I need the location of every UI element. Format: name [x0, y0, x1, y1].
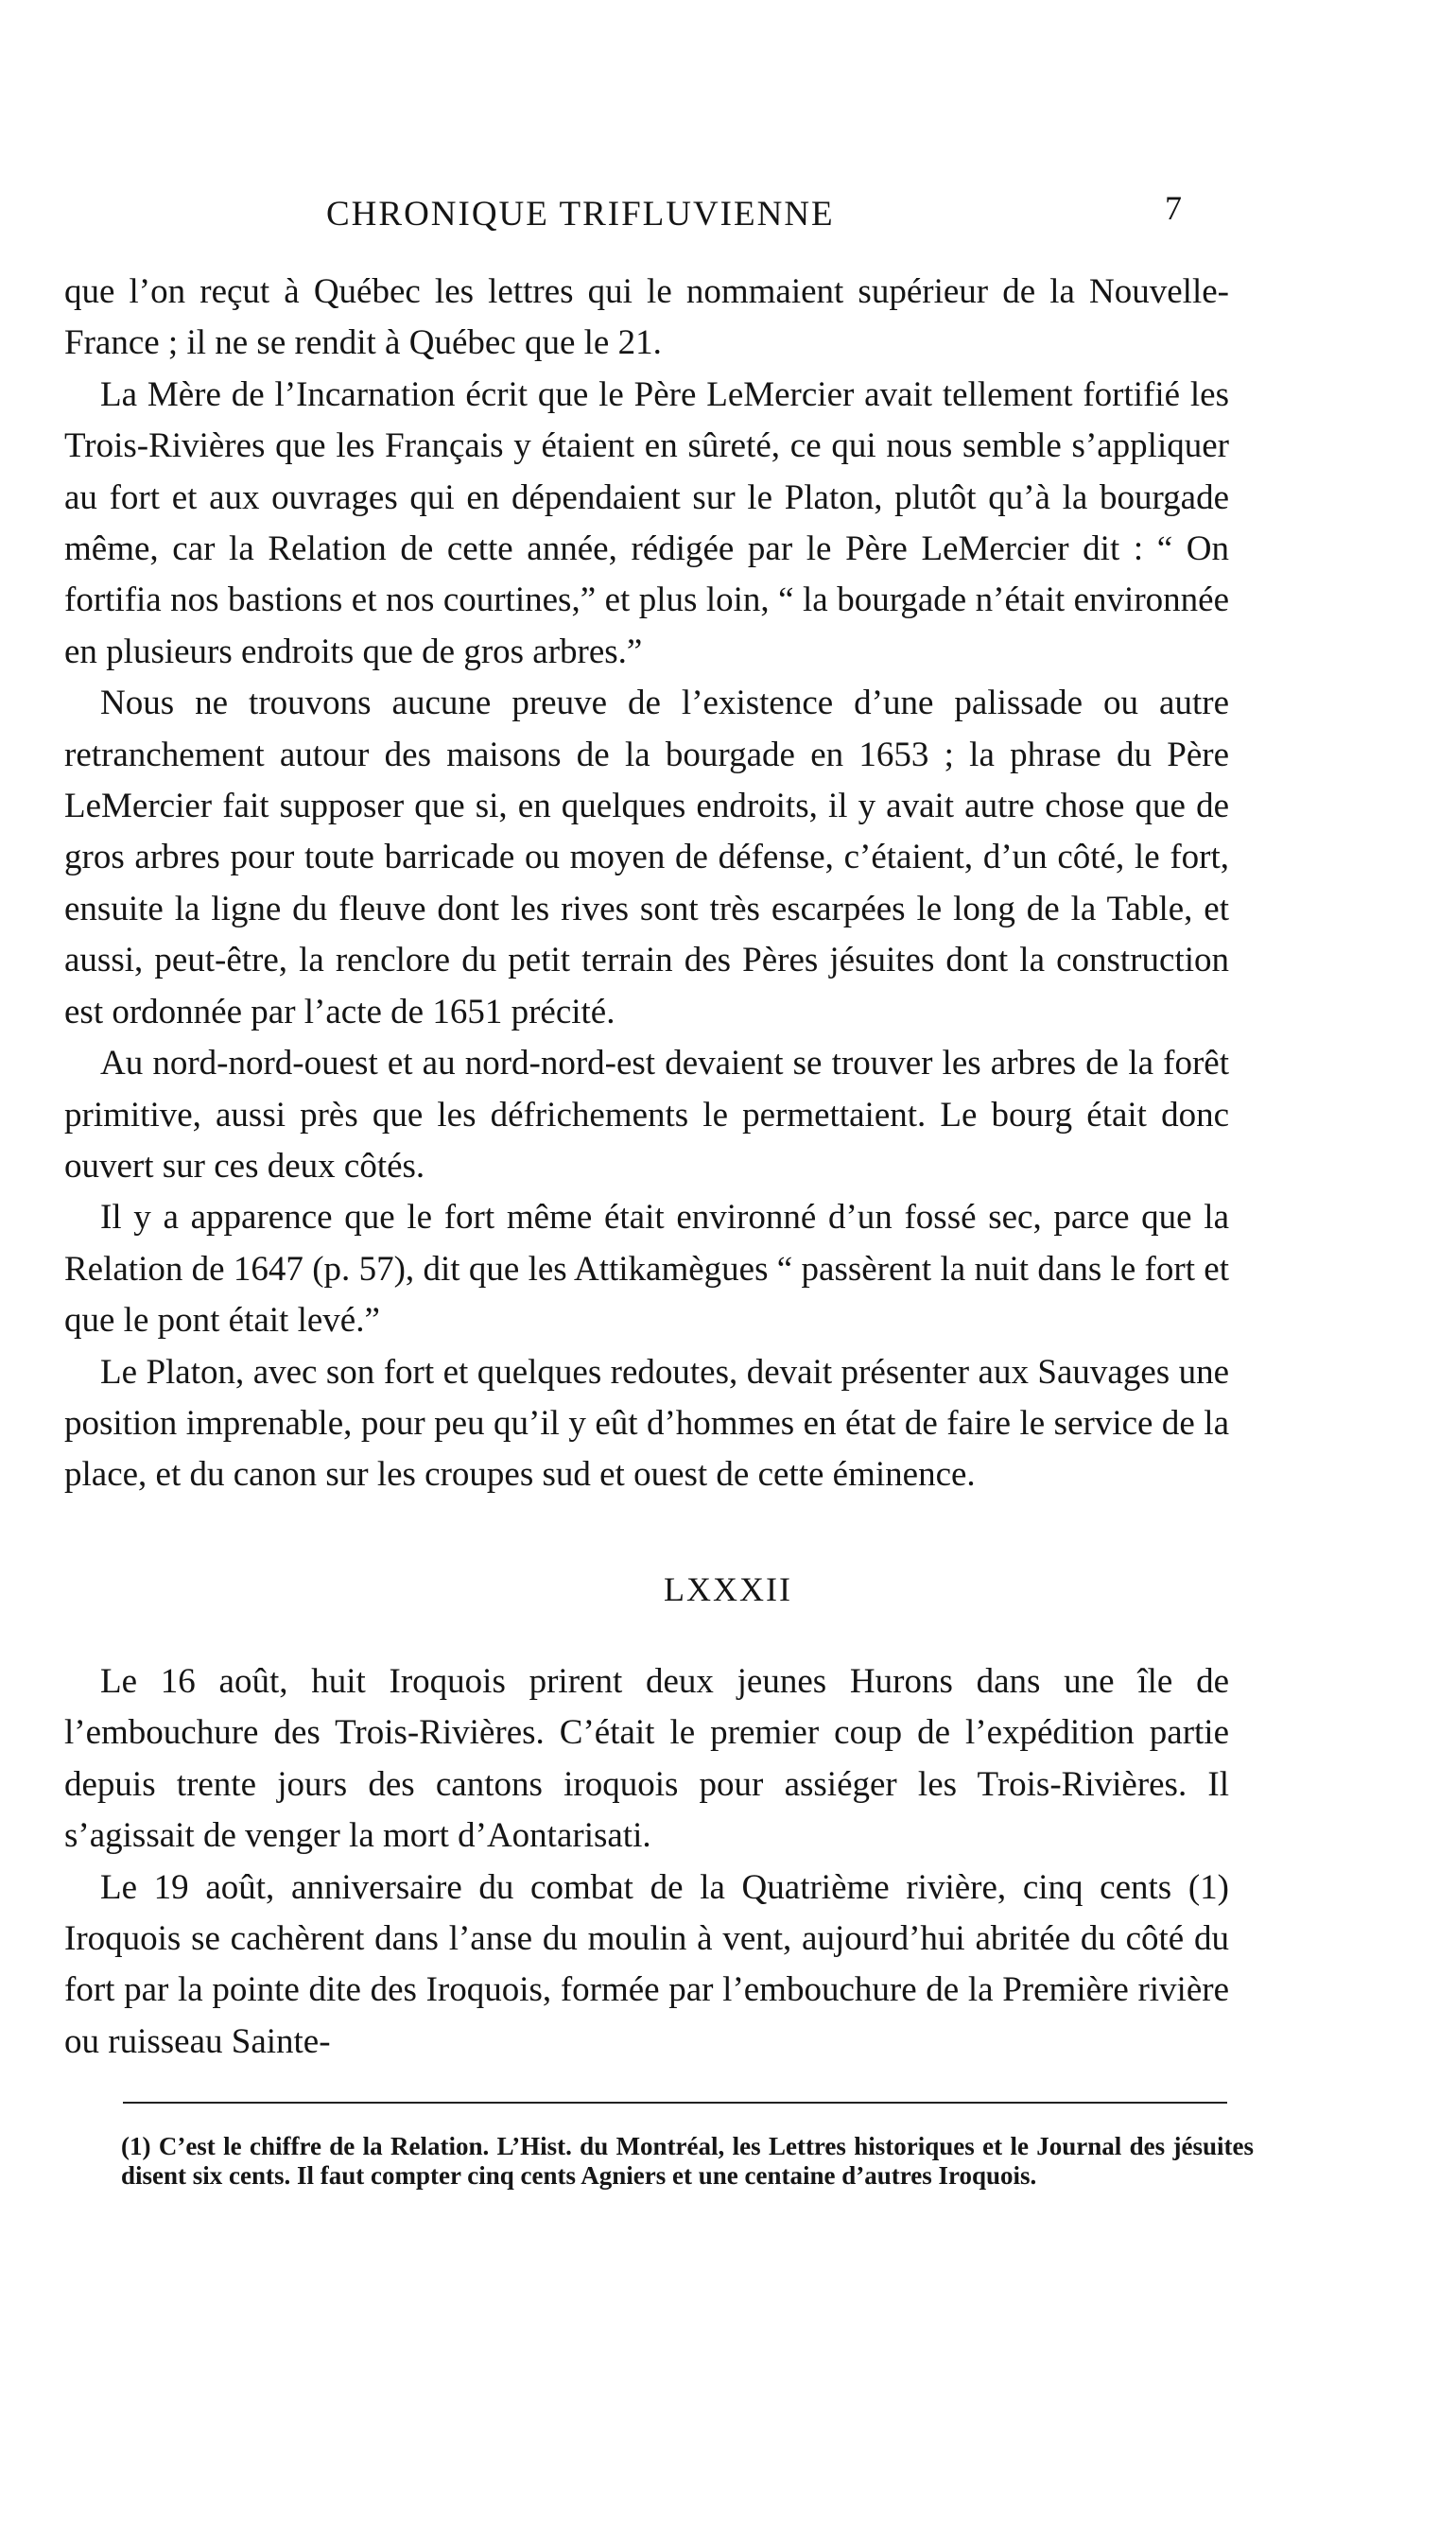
- section-2-body: [64, 1656, 1229, 2068]
- page-header: [0, 189, 1456, 251]
- paragraph: Le 16 août, huit Iroquois prirent deux jeunes Hurons dans une île de l’embouchure des Trois-Rivières. C’était le premier coup de l’expédition partie depuis trente jours des cantons iroquois pour assiéger les Trois-Rivières. Il s’agissait de venger la mort d’Aontarisati.: [64, 1662, 1229, 1856]
- section-heading: LXXXII: [664, 1570, 792, 1608]
- page-number: 7: [1165, 189, 1182, 227]
- paragraph: Nous ne trouvons aucune preuve de l’existence d’une palissade ou autre retranchement autour des maisons de la bourgade en 1653 ; la phrase du Père LeMercier fait supposer que si, en quelques endroits, il y avait autre chose que de gros arbres pour toute barricade ou moyen de défense, c’étaient, d’un côté, le fort, ensuite la ligne du fleuve dont les rives sont très escarpées le long de la Table, et aussi, peut-être, la renclore du petit terrain des Pères jésuites dont la construction est ordonnée par l’acte de 1651 précité.: [64, 684, 1229, 1031]
- footnote-divider: [123, 2102, 1227, 2104]
- paragraph: Il y a apparence que le fort même était environné d’un fossé sec, parce que la Relation de 1647 (p. 57), dit que les Attikamègues “ passèrent la nuit dans le fort et que le pont était levé.”: [64, 1198, 1229, 1341]
- section-1-body: [64, 267, 1229, 1501]
- paragraph: Le 19 août, anniversaire du combat de la Quatrième rivière, cinq cents (1) Iroquois se cachèrent dans l’anse du moulin à vent, aujourd’hui abritée du côté du fort par la pointe dite des Iroquois, formée par l’embouchure de la Première rivière ou ruisseau Sainte-: [64, 1867, 1229, 2061]
- paragraph: Au nord-nord-ouest et au nord-nord-est devaient se trouver les arbres de la forêt primitive, aussi près que les défrichements le permettaient. Le bourg était donc ouvert sur ces deux côtés.: [64, 1044, 1229, 1186]
- paragraph: que l’on reçut à Québec les lettres qui le nommaient supérieur de la Nouvelle-France ; il ne se rendit à Québec que le 21.: [64, 272, 1229, 363]
- running-title: CHRONIQUE TRIFLUVIENNE: [326, 195, 835, 234]
- footnote: (1) C’est le chiffre de la Relation. L’Hist. du Montréal, les Lettres historiques et le Journal des jésuites disent six cents. Il faut compter cinq cents Agniers et une centaine d’autres Iroquois.: [121, 2132, 1254, 2190]
- paragraph: La Mère de l’Incarnation écrit que le Père LeMercier avait tellement fortifié les Trois-Rivières que les Français y étaient en sûreté, ce qui nous semble s’appliquer au fort et aux ouvrages qui en dépendaient sur le Platon, plutôt qu’à la bourgade même, car la Relation de cette année, rédigée par le Père LeMercier dit : “ On fortifia nos bastions et nos courtines,” et plus loin, “ la bourgade n’était environnée en plusieurs endroits que de gros arbres.”: [64, 374, 1229, 671]
- paragraph: Le Platon, avec son fort et quelques redoutes, devait présenter aux Sauvages une position imprenable, pour peu qu’il y eût d’hommes en état de faire le service de la place, et du canon sur les croupes sud et ouest de cette éminence.: [64, 1352, 1229, 1495]
